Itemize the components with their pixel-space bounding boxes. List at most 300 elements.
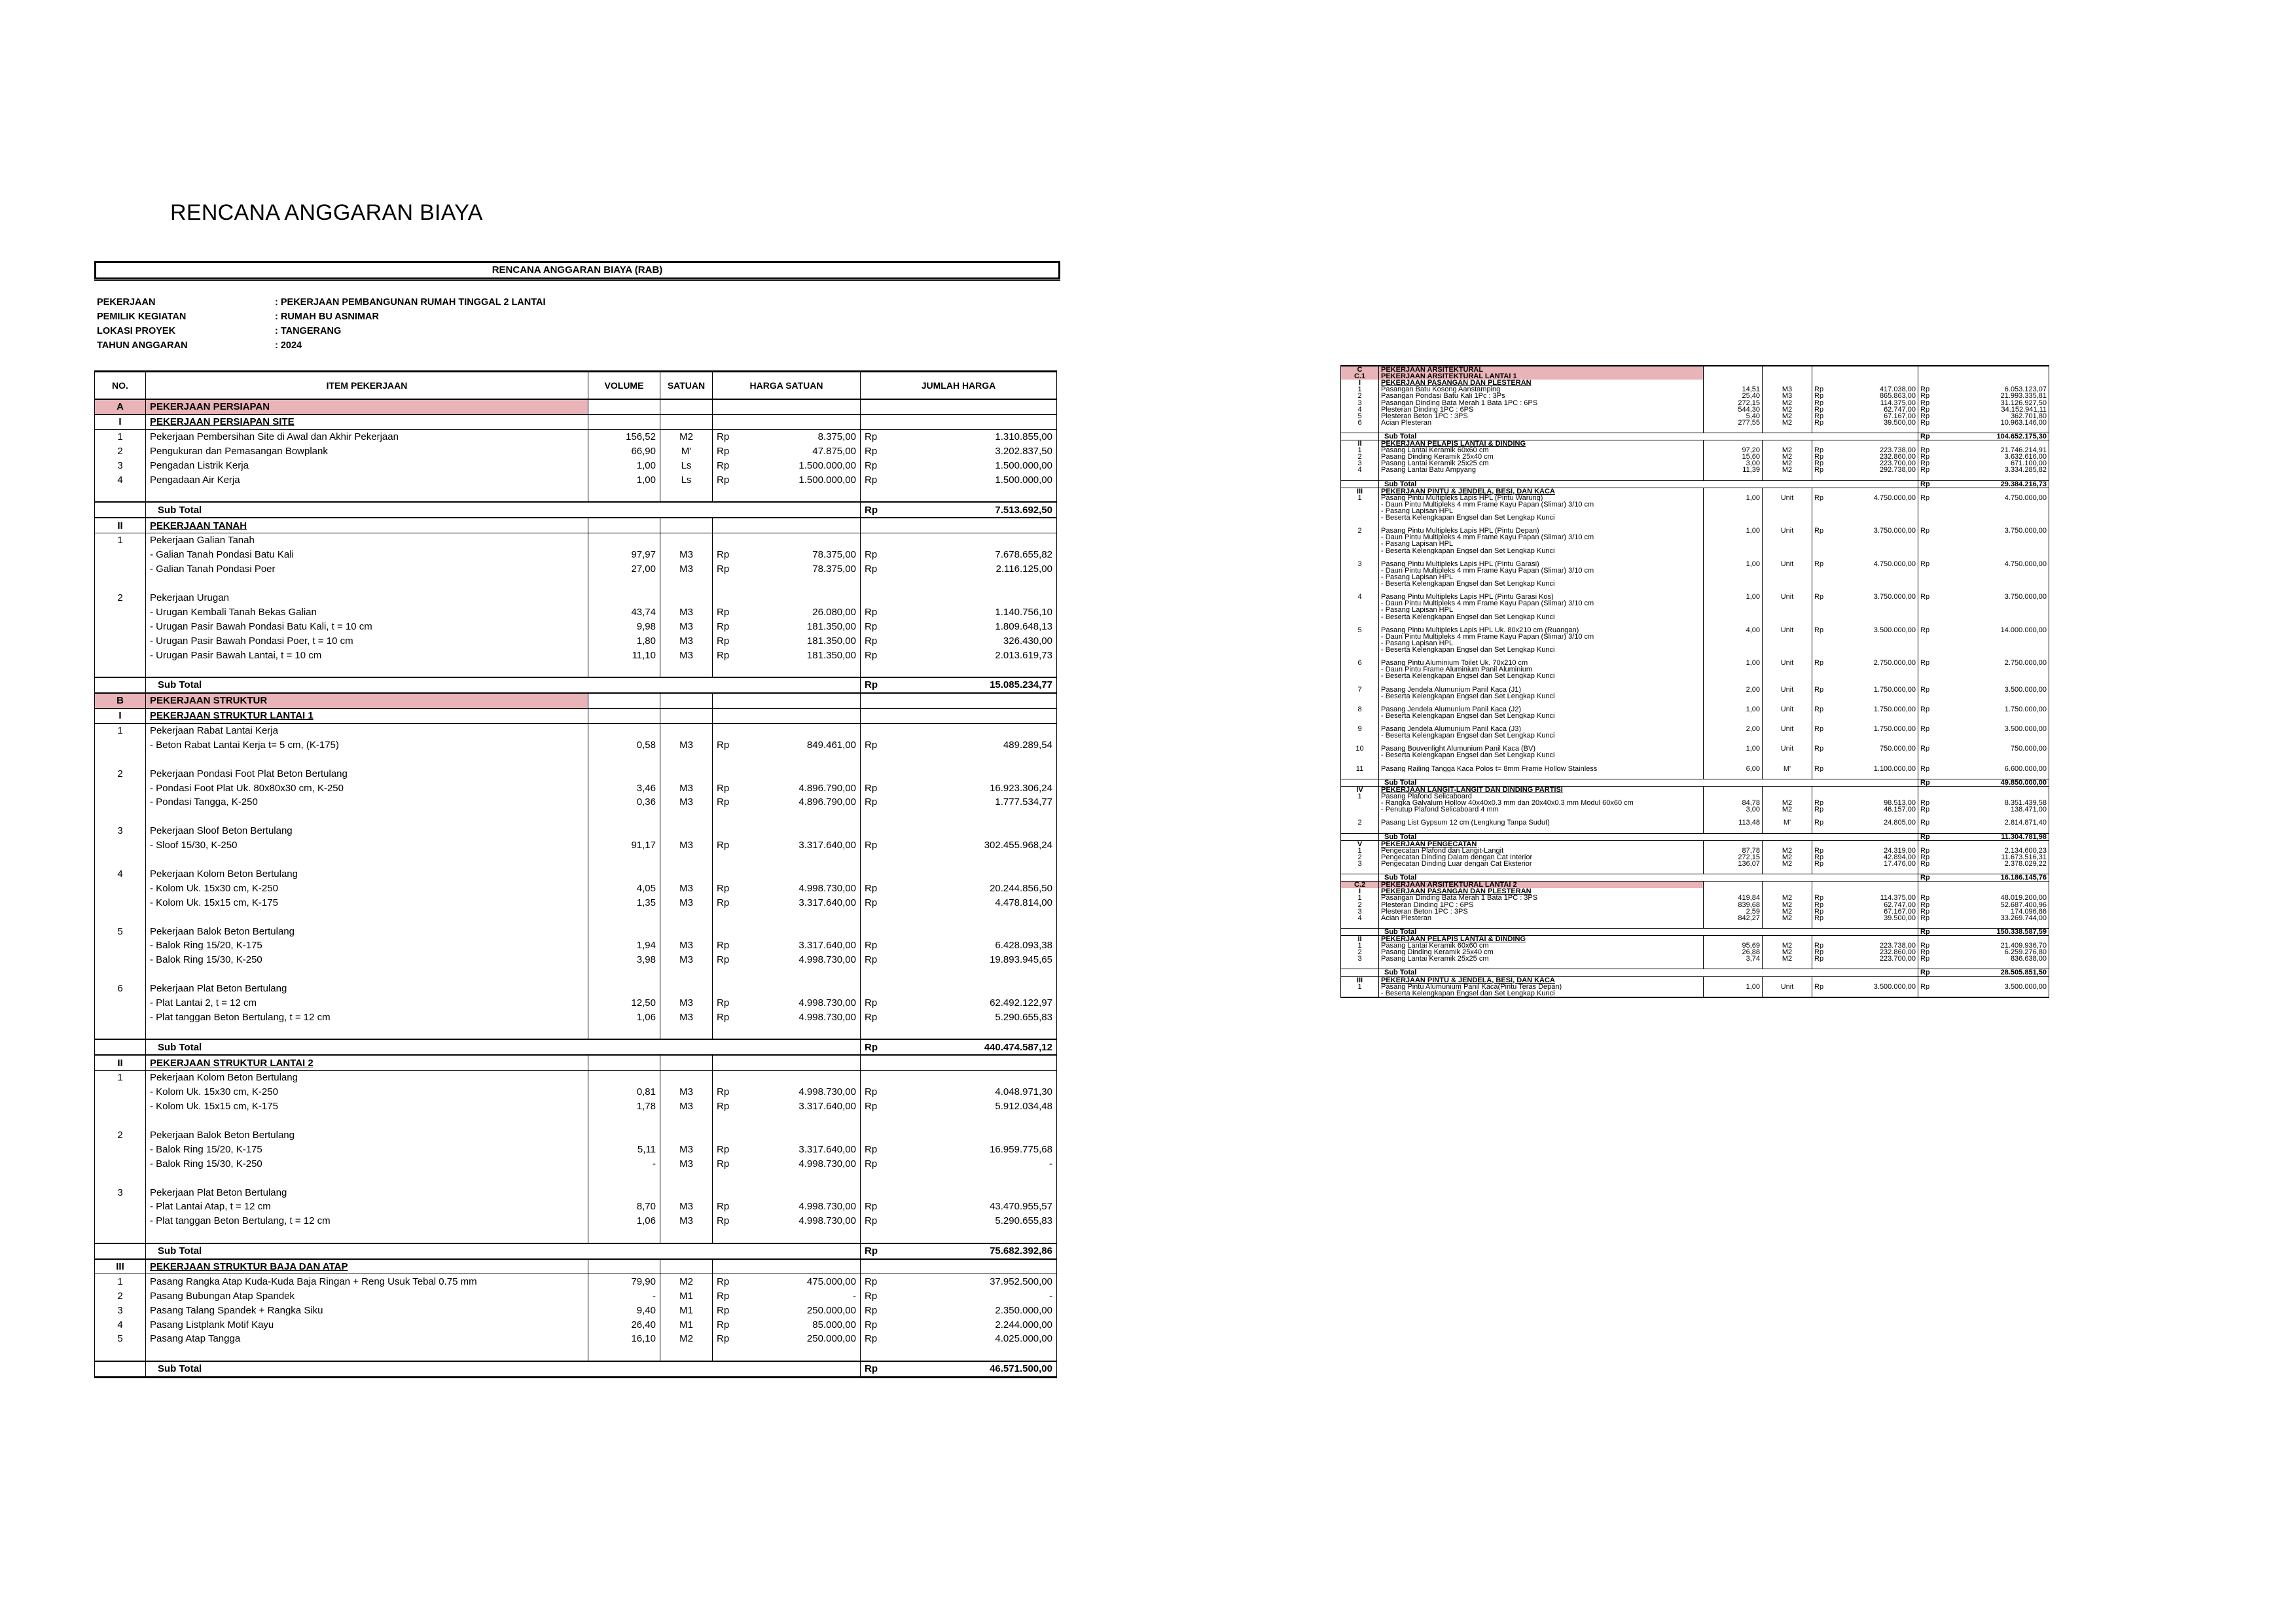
row-total-currency — [1918, 739, 1934, 745]
row-total-currency: Rp — [1918, 393, 1934, 399]
row-volume: 91,17 — [588, 838, 660, 853]
row-volume — [1704, 882, 1763, 889]
row-number — [1341, 666, 1379, 673]
row-volume — [1704, 633, 1763, 640]
row-total: 19.893.945,65 — [887, 953, 1057, 967]
row-unit: M1 — [660, 1303, 713, 1317]
row-unit-price-currency — [1812, 580, 1828, 587]
table-row — [1341, 501, 2049, 508]
row-item: - Sloof 15/30, K-250 — [146, 838, 588, 853]
row-number — [1341, 693, 1379, 700]
row-unit — [1763, 633, 1812, 640]
row-total — [887, 1070, 1057, 1084]
row-unit-price — [1828, 976, 1918, 984]
row-unit-price — [1828, 693, 1918, 700]
row-total: 1.500.000,00 — [887, 473, 1057, 487]
row-volume: 11,39 — [1704, 467, 1763, 473]
row-unit — [1763, 882, 1812, 889]
row-total — [1934, 620, 2049, 627]
row-item: Pasang Pintu Alumunium Panil Kaca(Pintu Teras Depan) — [1379, 984, 1704, 990]
row-number — [95, 1361, 146, 1377]
row-unit-price — [1828, 719, 1918, 726]
row-unit-price — [1828, 587, 1918, 594]
row-total-currency: Rp — [861, 1200, 887, 1214]
row-number: 2 — [95, 1289, 146, 1303]
row-unit-price — [739, 1070, 861, 1084]
row-unit-price — [739, 1346, 861, 1361]
row-unit-price — [1828, 888, 1918, 895]
row-total — [1934, 640, 2049, 647]
row-total — [1934, 679, 2049, 686]
row-number — [95, 605, 146, 619]
row-unit — [1763, 474, 1812, 481]
row-volume — [1704, 772, 1763, 779]
row-volume — [1704, 779, 1763, 786]
row-volume: 3,74 — [1704, 955, 1763, 962]
row-total: 3.500.000,00 — [1934, 984, 2049, 990]
row-total: 3.500.000,00 — [1934, 726, 2049, 732]
row-total-currency: Rp — [1918, 984, 1934, 990]
row-total-currency — [1918, 580, 1934, 587]
row-number: 3 — [95, 824, 146, 838]
row-total — [1934, 607, 2049, 613]
row-total: 8.351.439,58 — [1934, 800, 2049, 806]
row-unit — [660, 1228, 713, 1243]
row-item: - Beserta Kelengkapan Engsel dan Set Lengkap Kunci — [1379, 732, 1704, 739]
row-unit-price: 24.805,00 — [1828, 819, 1918, 826]
row-volume — [588, 677, 660, 693]
row-volume — [1704, 373, 1763, 380]
row-total — [1934, 759, 2049, 766]
row-unit-price-currency — [1812, 488, 1828, 495]
table-row — [1341, 739, 2049, 745]
row-unit-price — [1828, 613, 1918, 620]
row-total: 15.085.234,77 — [887, 677, 1057, 693]
table-row — [1341, 874, 2049, 882]
row-total-currency — [1918, 840, 1934, 847]
row-number: 1 — [1341, 984, 1379, 990]
row-number: 1 — [95, 429, 146, 444]
row-unit-price-currency — [713, 1259, 739, 1274]
row-unit-price-currency: Rp — [1812, 561, 1828, 567]
row-unit-price-currency — [713, 1070, 739, 1084]
row-unit-price-currency: Rp — [713, 648, 739, 662]
row-volume — [588, 591, 660, 605]
project-info-row — [97, 295, 546, 310]
row-unit: M2 — [1763, 908, 1812, 915]
row-volume — [588, 982, 660, 996]
row-unit — [1763, 613, 1812, 620]
row-number — [95, 677, 146, 693]
table-row — [1341, 713, 2049, 719]
row-number — [1341, 620, 1379, 627]
table-row — [95, 752, 1057, 766]
row-unit — [1763, 666, 1812, 673]
row-unit — [1763, 921, 1812, 929]
table-row — [1341, 373, 2049, 380]
table-row — [1341, 902, 2049, 908]
row-total: 1.500.000,00 — [887, 459, 1057, 473]
row-item: Pekerjaan Pondasi Foot Plat Beton Bertulang — [146, 766, 588, 781]
row-unit-price-currency: Rp — [713, 895, 739, 910]
table-row — [95, 1085, 1057, 1099]
row-item: - Urugan Pasir Bawah Lantai, t = 10 cm — [146, 648, 588, 662]
row-unit-price: 46.157,00 — [1828, 806, 1918, 813]
row-total — [887, 1114, 1057, 1128]
row-number: 4 — [1341, 915, 1379, 921]
row-total-currency — [861, 1171, 887, 1185]
row-total — [887, 399, 1057, 414]
row-unit-price — [1828, 928, 1918, 935]
row-unit: M3 — [660, 1099, 713, 1114]
row-item: Pasang Lantai Batu Ampyang — [1379, 467, 1704, 473]
row-unit-price: 1.500.000,00 — [739, 473, 861, 487]
row-unit — [660, 518, 713, 533]
row-unit-price-currency — [713, 487, 739, 502]
row-item: - Daun Pintu Multipleks 4 mm Frame Kayu Papan (Slimar) 3/10 cm — [1379, 633, 1704, 640]
row-unit-price-currency: Rp — [713, 781, 739, 795]
row-number — [95, 752, 146, 766]
row-unit-price-currency — [713, 577, 739, 591]
row-item: - Daun Pintu Multipleks 4 mm Frame Kayu Papan (Slimar) 3/10 cm — [1379, 534, 1704, 541]
row-unit-price: 4.998.730,00 — [739, 996, 861, 1010]
row-total-currency — [1918, 990, 1934, 997]
row-unit-price: 39.500,00 — [1828, 419, 1918, 426]
row-item: PEKERJAAN STRUKTUR BAJA DAN ATAP — [146, 1259, 588, 1274]
row-item — [1379, 962, 1704, 969]
row-unit — [1763, 962, 1812, 969]
row-total — [1934, 426, 2049, 433]
row-unit — [1763, 607, 1812, 613]
row-volume — [1704, 541, 1763, 547]
row-item: - Daun Pintu Multipleks 4 mm Frame Kayu Papan (Slimar) 3/10 cm — [1379, 501, 1704, 508]
row-volume — [588, 518, 660, 533]
row-item: - Kolom Uk. 15x15 cm, K-175 — [146, 1099, 588, 1114]
row-unit-price — [739, 533, 861, 548]
table-row — [1341, 574, 2049, 580]
row-unit-price-currency: Rp — [713, 1303, 739, 1317]
project-info-value: : RUMAH BU ASNIMAR — [275, 312, 379, 322]
row-unit-price-currency — [1812, 874, 1828, 882]
row-volume: 1,00 — [1704, 984, 1763, 990]
row-unit — [660, 1128, 713, 1143]
row-unit-price-currency: Rp — [1812, 467, 1828, 473]
row-unit — [1763, 693, 1812, 700]
row-total — [887, 910, 1057, 924]
row-item: Pasang Lantai Keramik 25x25 cm — [1379, 460, 1704, 467]
row-unit — [1763, 752, 1812, 758]
table-row — [95, 677, 1057, 693]
row-total — [1934, 921, 2049, 929]
row-total-currency — [1918, 548, 1934, 554]
row-unit-price: 3.500.000,00 — [1828, 984, 1918, 990]
table-row — [95, 429, 1057, 444]
table-row — [95, 895, 1057, 910]
row-total: 2.750.000,00 — [1934, 660, 2049, 666]
row-total — [1934, 567, 2049, 574]
row-unit-price — [1828, 647, 1918, 653]
row-total: 52.687.400,96 — [1934, 902, 2049, 908]
table-row — [95, 1200, 1057, 1214]
row-unit-price-currency — [1812, 620, 1828, 627]
row-total-currency — [1918, 700, 1934, 706]
row-total: 104.652.175,30 — [1934, 433, 2049, 440]
row-item: PEKERJAAN PERSIAPAN — [146, 399, 588, 414]
row-unit-price — [739, 1361, 861, 1377]
table-row — [1341, 990, 2049, 997]
row-total-currency — [861, 1128, 887, 1143]
row-unit-price-currency — [713, 910, 739, 924]
row-unit-price-currency — [1812, 501, 1828, 508]
row-number: II — [95, 518, 146, 533]
row-number — [95, 1156, 146, 1171]
row-unit: M2 — [1763, 460, 1812, 467]
row-number: 3 — [1341, 908, 1379, 915]
row-unit — [1763, 534, 1812, 541]
table-row — [1341, 419, 2049, 426]
row-total: 2.013.619,73 — [887, 648, 1057, 662]
row-unit-price: 223.738,00 — [1828, 447, 1918, 454]
row-item — [146, 1114, 588, 1128]
row-volume: 2,00 — [1704, 726, 1763, 732]
row-unit-price-currency: Rp — [1812, 766, 1828, 772]
table-row — [95, 810, 1057, 824]
row-item: Pengukuran dan Pemasangan Bowplank — [146, 444, 588, 459]
row-number: 11 — [1341, 766, 1379, 772]
table-row — [1341, 467, 2049, 473]
row-total-currency — [861, 533, 887, 548]
row-total — [1934, 521, 2049, 527]
row-total-currency: Rp — [1918, 687, 1934, 693]
row-volume — [1704, 700, 1763, 706]
table-row — [1341, 786, 2049, 793]
row-volume: - — [588, 1289, 660, 1303]
row-item: - Pondasi Tangga, K-250 — [146, 795, 588, 810]
row-total: 2.134.600,23 — [1934, 847, 2049, 854]
row-number — [1341, 732, 1379, 739]
row-total — [1934, 813, 2049, 819]
row-volume — [1704, 366, 1763, 373]
row-volume — [588, 867, 660, 882]
row-unit — [1763, 786, 1812, 793]
row-total — [1934, 719, 2049, 726]
row-total-currency — [861, 662, 887, 677]
row-total-currency — [1918, 620, 1934, 627]
table-row — [1341, 706, 2049, 713]
row-total-currency — [861, 982, 887, 996]
row-total: 3.750.000,00 — [1934, 594, 2049, 600]
row-total — [1934, 840, 2049, 847]
row-unit: M2 — [1763, 949, 1812, 955]
row-unit — [1763, 867, 1812, 874]
row-total-currency — [1918, 962, 1934, 969]
row-volume — [588, 910, 660, 924]
row-volume — [1704, 567, 1763, 574]
row-total: 3.500.000,00 — [1934, 687, 2049, 693]
table-row — [1341, 413, 2049, 419]
row-total-currency: Rp — [1918, 495, 1934, 501]
row-total — [1934, 700, 2049, 706]
row-number — [1341, 833, 1379, 840]
row-unit-price — [739, 1024, 861, 1039]
row-volume — [1704, 613, 1763, 620]
row-volume: 1,80 — [588, 633, 660, 648]
row-unit-price: 750.000,00 — [1828, 745, 1918, 752]
row-volume: 87,78 — [1704, 847, 1763, 854]
row-unit: M2 — [1763, 955, 1812, 962]
row-item: Pekerjaan Balok Beton Bertulang — [146, 924, 588, 938]
row-volume — [1704, 600, 1763, 607]
table-row — [1341, 793, 2049, 800]
column-header-item: ITEM PEKERJAAN — [146, 372, 588, 400]
row-unit-price: 1.100.000,00 — [1828, 766, 1918, 772]
row-item: Pekerjaan Urugan — [146, 591, 588, 605]
row-unit-price — [1828, 508, 1918, 514]
row-item: Pekerjaan Galian Tanah — [146, 533, 588, 548]
row-unit — [1763, 673, 1812, 679]
row-volume — [588, 1185, 660, 1200]
row-unit-price-currency — [1812, 976, 1828, 984]
row-unit-price-currency — [713, 810, 739, 824]
row-unit-price — [1828, 990, 1918, 997]
row-total: 2.814.871,40 — [1934, 819, 2049, 826]
row-total-currency — [861, 1024, 887, 1039]
row-item: - Penutup Plafond Selicaboard 4 mm — [1379, 806, 1704, 813]
row-unit-price-currency — [713, 982, 739, 996]
row-total-currency — [1918, 380, 1934, 386]
row-unit-price — [739, 1114, 861, 1128]
row-number: III — [1341, 488, 1379, 495]
row-number — [95, 1243, 146, 1259]
row-number: III — [1341, 976, 1379, 984]
row-number — [1341, 474, 1379, 481]
row-total-currency: Rp — [1918, 706, 1934, 713]
row-unit-price: 3.500.000,00 — [1828, 627, 1918, 633]
table-row — [1341, 600, 2049, 607]
row-total — [887, 1024, 1057, 1039]
table-row — [1341, 433, 2049, 440]
row-unit-price — [739, 591, 861, 605]
row-unit — [660, 824, 713, 838]
row-unit-price — [739, 723, 861, 738]
row-number — [95, 881, 146, 895]
row-unit-price-currency — [1812, 793, 1828, 800]
row-unit-price — [1828, 653, 1918, 660]
row-item: - Balok Ring 15/30, K-250 — [146, 953, 588, 967]
row-total: 7.513.692,50 — [887, 502, 1057, 518]
row-number — [1341, 521, 1379, 527]
row-number: 4 — [1341, 406, 1379, 413]
row-unit-price — [1828, 474, 1918, 481]
row-unit: M2 — [1763, 861, 1812, 867]
row-unit — [660, 1361, 713, 1377]
table-row — [1341, 752, 2049, 758]
row-volume: 15,60 — [1704, 454, 1763, 460]
row-total-currency: Rp — [861, 1010, 887, 1024]
row-total: 11.304.781,98 — [1934, 833, 2049, 840]
row-total — [1934, 514, 2049, 521]
table-row — [95, 473, 1057, 487]
row-unit-price-currency — [1812, 521, 1828, 527]
row-unit — [660, 853, 713, 867]
row-volume — [588, 824, 660, 838]
row-total-currency: Rp — [861, 548, 887, 562]
row-unit — [1763, 888, 1812, 895]
row-item: - Urugan Kembali Tanah Bekas Galian — [146, 605, 588, 619]
row-unit-price: 4.998.730,00 — [739, 881, 861, 895]
row-total — [1934, 653, 2049, 660]
table-row — [1341, 527, 2049, 534]
row-number: 5 — [1341, 413, 1379, 419]
row-unit: M3 — [660, 738, 713, 752]
row-volume: 136,07 — [1704, 861, 1763, 867]
table-row — [1341, 399, 2049, 406]
row-unit-price — [1828, 600, 1918, 607]
row-unit-price-currency — [1812, 673, 1828, 679]
row-volume: 14,51 — [1704, 386, 1763, 393]
row-total-currency: Rp — [1918, 779, 1934, 786]
row-number — [95, 633, 146, 648]
row-total: 5.290.655,83 — [887, 1214, 1057, 1228]
row-unit-price: 4.750.000,00 — [1828, 495, 1918, 501]
row-unit — [660, 677, 713, 693]
row-unit-price: 78.375,00 — [739, 548, 861, 562]
row-total-currency: Rp — [1918, 399, 1934, 406]
row-total-currency — [861, 910, 887, 924]
row-item: - Pasang Lapisan HPL — [1379, 508, 1704, 514]
table-row — [1341, 719, 2049, 726]
row-unit — [660, 1185, 713, 1200]
row-unit-price-currency: Rp — [713, 996, 739, 1010]
row-total-currency — [1918, 366, 1934, 373]
row-total: 6.428.093,38 — [887, 938, 1057, 953]
row-item — [1379, 554, 1704, 561]
row-unit-price-currency: Rp — [713, 1317, 739, 1332]
row-number — [1341, 514, 1379, 521]
row-unit-price-currency: Rp — [713, 1289, 739, 1303]
row-unit-price — [739, 810, 861, 824]
row-volume — [1704, 713, 1763, 719]
row-unit-price-currency — [1812, 600, 1828, 607]
row-total — [1934, 373, 2049, 380]
table-row — [1341, 508, 2049, 514]
row-volume: 1,94 — [588, 938, 660, 953]
row-unit-price: 475.000,00 — [739, 1274, 861, 1289]
row-unit: M' — [660, 444, 713, 459]
row-total: 1.809.648,13 — [887, 619, 1057, 633]
row-item: Sub Total — [1379, 433, 1704, 440]
row-total — [1934, 739, 2049, 745]
row-total-currency — [1918, 488, 1934, 495]
row-volume — [1704, 739, 1763, 745]
row-volume: 79,90 — [588, 1274, 660, 1289]
row-unit-price-currency: Rp — [1812, 447, 1828, 454]
rab-architectural-table — [1340, 365, 2049, 998]
row-total-currency — [861, 824, 887, 838]
row-total-currency: Rp — [1918, 861, 1934, 867]
row-number — [1341, 673, 1379, 679]
row-unit-price-currency: Rp — [1812, 949, 1828, 955]
row-volume: 9,98 — [588, 619, 660, 633]
row-total-currency — [1918, 793, 1934, 800]
row-total — [887, 982, 1057, 996]
row-total — [1934, 666, 2049, 673]
row-total: 11.673.516,31 — [1934, 854, 2049, 861]
table-row — [95, 708, 1057, 723]
row-unit-price-currency — [713, 1228, 739, 1243]
row-total-currency: Rp — [1918, 833, 1934, 840]
row-volume — [588, 752, 660, 766]
